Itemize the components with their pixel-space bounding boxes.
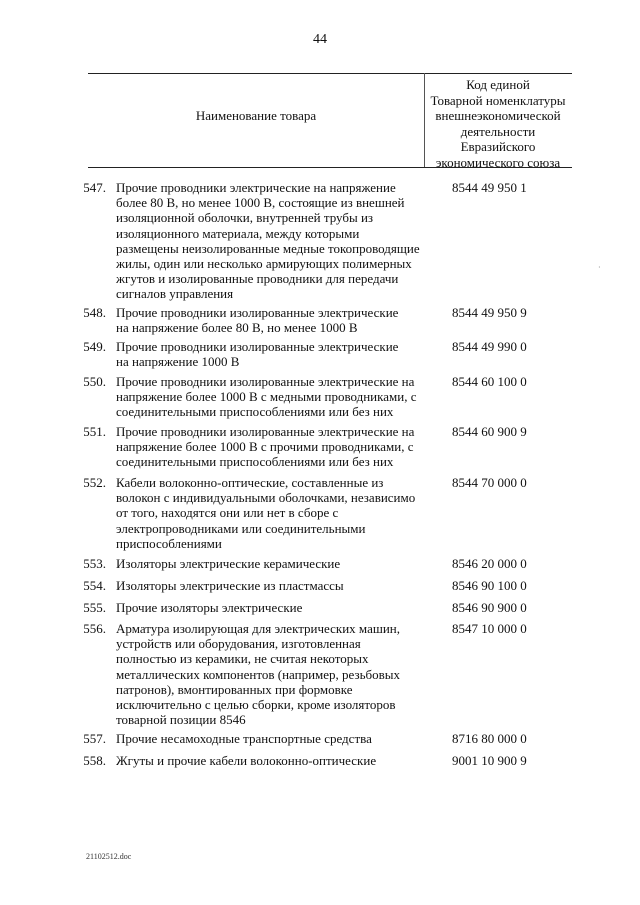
row-code: 9001 10 900 9 [452,753,527,768]
row-code: 8544 70 000 0 [452,475,527,490]
row-number: 558. [83,753,106,768]
row-number: 551. [83,424,106,439]
row-code: 8544 60 900 9 [452,424,527,439]
row-number: 552. [83,475,106,490]
table-header-top-rule [88,73,572,74]
footer-document-id: 21102512.doc [86,852,132,861]
row-code: 8544 49 950 9 [452,305,527,320]
row-code: 8546 90 900 0 [452,600,527,615]
row-number: 557. [83,731,106,746]
row-name: Прочие изоляторы электрические [116,600,303,615]
row-code: 8544 49 950 1 [452,180,527,195]
row-name: Прочие проводники изолированные электрические на напряжение 1000 В [116,339,399,370]
row-name: Изоляторы электрические из пластмассы [116,578,344,593]
row-name: Арматура изолирующая для электрических машин, устройств или оборудования, изготовленная полностью из керамики, не считая некоторых металлических компонентов (например, резьбовых патронов), вмонтированных при формовке исключительно с целью сборки, кроме изоляторов товарной позиции 8546 [116,621,401,728]
row-code: 8547 10 000 0 [452,621,527,636]
row-name: Изоляторы электрические керамические [116,556,341,571]
row-name: Прочие несамоходные транспортные средства [116,731,372,746]
row-number: 550. [83,374,106,389]
row-name: Прочие проводники изолированные электрические на напряжение более 80 В, но менее 1000 В [116,305,399,336]
row-name: Прочие проводники изолированные электрические на напряжение более 1000 В с прочими проводниками, с соединительными приспособлениями или без них [116,424,415,470]
row-number: 548. [83,305,106,320]
column-header-code: Код единой Товарной номенклатуры внешнеэкономической деятельности Евразийского экономического союза [430,77,566,170]
row-name: Прочие проводники электрические на напряжение более 80 В, но менее 1000 В, состоящие из внешней изоляционной оболочки, внутренней трубы из изоляционного материала, между которыми размещены неизолированные медные токопроводящие жилы, один или несколько армирующих полимерных жгутов и изолированные проводники для передачи сигналов управления [116,180,420,302]
row-number: 554. [83,578,106,593]
margin-scan-mark: · [598,263,601,272]
row-code: 8546 20 000 0 [452,556,527,571]
row-code: 8544 49 990 0 [452,339,527,354]
row-name: Кабели волоконно-оптические, составленные из волокон с индивидуальными оболочками, независимо от того, находятся они или нет в сборе с электропроводниками или соединительными приспособлениями [116,475,416,551]
page-number: 44 [313,32,327,47]
row-number: 549. [83,339,106,354]
row-number: 555. [83,600,106,615]
row-number: 556. [83,621,106,636]
column-header-name: Наименование товара [195,108,317,123]
row-code: 8716 80 000 0 [452,731,527,746]
row-number: 553. [83,556,106,571]
row-code: 8546 90 100 0 [452,578,527,593]
row-number: 547. [83,180,106,195]
row-name: Прочие проводники изолированные электрические на напряжение более 1000 В с медными проводниками, с соединительными приспособлениями или без них [116,374,417,420]
row-name: Жгуты и прочие кабели волоконно-оптические [116,753,377,768]
row-code: 8544 60 100 0 [452,374,527,389]
